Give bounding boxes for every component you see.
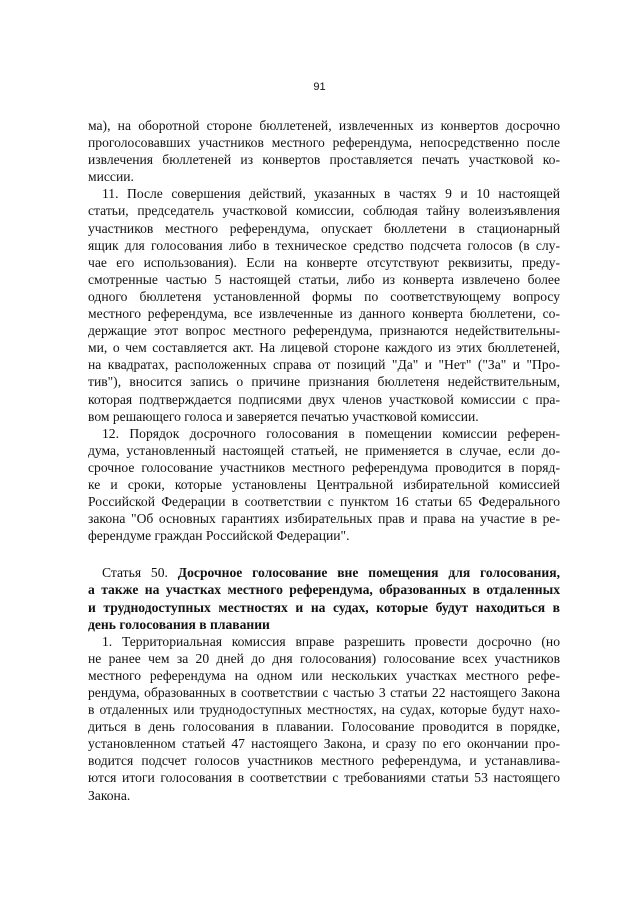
paragraph-continuation xyxy=(88,117,560,185)
article-title-text: Досрочное голосование вне помещения для голосования, xyxy=(177,565,560,581)
text-line: вом решающего голоса и заверяется печатью участковой комиссии. xyxy=(88,408,479,424)
paragraph-part-11 xyxy=(88,185,560,424)
text-line: установленном статьей 47 настоящего Закона, и сразу по его окончании про- xyxy=(88,736,560,752)
text-line: ются итоги голосования в соответствии с требованиями статьи 53 настоящего xyxy=(88,770,560,786)
text-line: закона "Об основных гарантиях избирательных прав и права на участие в ре- xyxy=(88,511,560,527)
text-line: миссии. xyxy=(88,169,134,185)
article-title-line: а также на участках местного референдума, образованных в отдаленных xyxy=(88,582,560,598)
text-line: в отдаленных или труднодоступных местностях, на судах, которые будут нахо- xyxy=(88,702,560,718)
text-line: на квадратах, расположенных справа от позиций "Да" и "Нет" ("За" и "Про- xyxy=(88,357,560,373)
text-line: срочное голосование участников местного референдума проводится в поряд- xyxy=(88,459,560,475)
text-line: ми, о чем составляется акт. На лицевой стороне каждого из этих бюллетеней, xyxy=(88,340,560,356)
text-line: ферендуме граждан Российской Федерации". xyxy=(88,528,350,544)
article-label: Статья 50. xyxy=(102,565,168,581)
text-line: водится подсчет голосов участников местного референдума, и устанавлива- xyxy=(88,753,560,769)
article-heading xyxy=(88,564,560,632)
text-line: диться в день голосования в плавании. Голосование проводится в порядке, xyxy=(88,719,560,735)
text-line: ке и сроки, которые установлены Центральной избирательной комиссией xyxy=(88,476,560,492)
text-line: чае его использования). Если на конверте отсутствуют реквизиты, преду- xyxy=(88,254,560,270)
text-line: местного референдума на одном или нескольких участках местного рефе- xyxy=(88,667,560,683)
text-line: Закона. xyxy=(88,787,131,803)
paragraph-article-50-part-1 xyxy=(88,633,560,804)
article-title-line xyxy=(88,564,560,581)
paragraph-part-12 xyxy=(88,425,560,545)
text-line: 1. Территориальная комиссия вправе разрешить провести досрочно (но xyxy=(102,633,560,649)
text-line: 12. Порядок досрочного голосования в помещении комиссии референ- xyxy=(102,425,560,441)
text-line: участников местного референдума, опускает бюллетени в стационарный xyxy=(88,220,560,236)
text-line: ма), на оборотной стороне бюллетеней, извлеченных из конвертов досрочно xyxy=(88,118,560,133)
text-line: проголосовавших участников местного референдума, непосредственно после xyxy=(88,135,560,151)
article-title-line: и труднодоступных местностях и на судах, которые будут находиться в xyxy=(88,599,560,615)
text-line: смотренные частью 5 настоящей статьи, либо из конверта извлечено более xyxy=(88,271,560,287)
text-line: рендума, образованных в соответствии с частью 3 статьи 22 настоящего Закона xyxy=(88,685,560,700)
page-number: 91 xyxy=(313,81,326,93)
text-line: которая подтверждается подписями двух членов участковой комиссии с пра- xyxy=(88,391,560,407)
text-line: Российской Федерации в соответствии с пунктом 16 статьи 65 Федерального xyxy=(88,494,560,510)
text-line: не ранее чем за 20 дней до дня голосования) голосование всех участников xyxy=(88,650,560,666)
text-line: статьи, председатель участковой комиссии, соблюдая тайну волеизъявления xyxy=(88,203,560,219)
text-line: тив"), вносится запись о причине признания бюллетеня недействительным, xyxy=(88,374,560,390)
text-line: держащие этот вопрос местного референдума, признаются недействительны- xyxy=(88,323,560,339)
text-line: ящик для голосования либо в техническое средство подсчета голосов (в слу- xyxy=(88,237,560,253)
section-gap xyxy=(88,544,560,564)
text-line: местного референдума, все извлеченные из данного конверта бюллетени, со- xyxy=(88,306,560,322)
text-line: 11. После совершения действий, указанных в частях 9 и 10 настоящей xyxy=(102,186,560,202)
text-line: извлечения бюллетеней из конвертов проставляется печать участковой ко- xyxy=(88,152,560,168)
text-line: дума, установленный настоящей статьей, не применяется в случае, если до- xyxy=(88,442,560,458)
article-title-line: день голосования в плавании xyxy=(88,616,270,632)
document-body xyxy=(88,117,560,804)
text-line: одного бюллетеня установленной формы по соответствующему вопросу xyxy=(88,288,560,304)
